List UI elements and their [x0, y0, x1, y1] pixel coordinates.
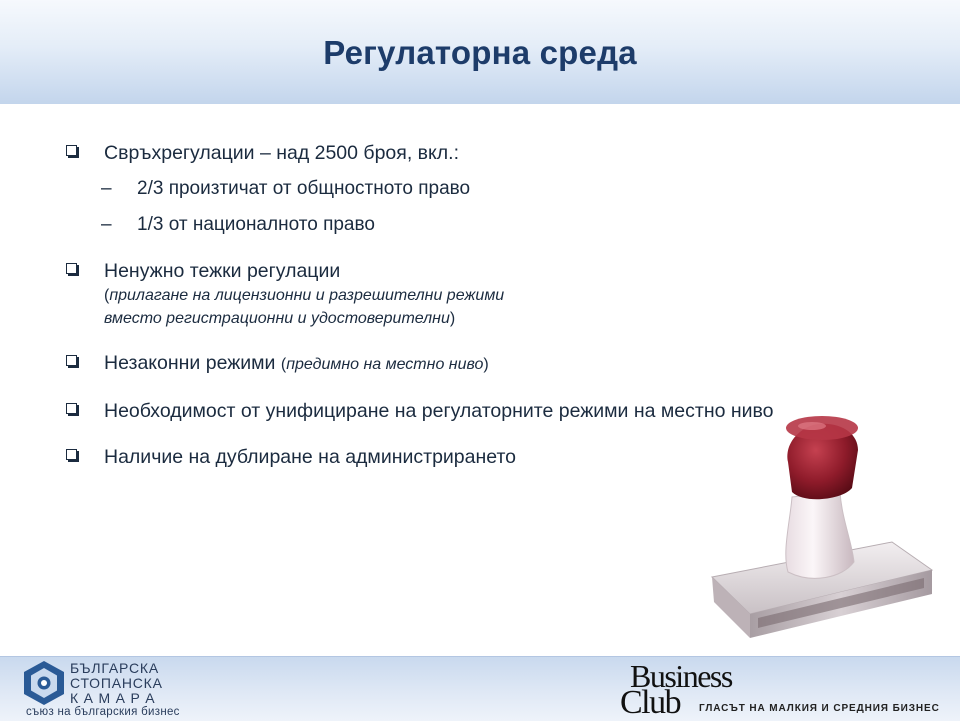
bsk-logo-text: [70, 661, 163, 706]
checkbox-bullet-icon: [66, 145, 77, 156]
item-note: вместо регистрационни и удостоверителни): [104, 310, 456, 327]
business-club-logo-word: Club: [620, 684, 681, 721]
list-item: Незаконни режими (предимно на местно ниво): [66, 350, 826, 378]
note-text: вместо регистрационни и удостоверителни: [104, 310, 450, 327]
bsk-tagline: съюз на българския бизнес: [26, 706, 180, 718]
note-text: предимно на местно ниво: [286, 356, 484, 373]
sub-item-text: 2/3 произтичат от общностното право: [137, 178, 471, 199]
item-text: Свръхрегулации – над 2500 броя, вкл.:: [104, 142, 459, 164]
checkbox-bullet-icon: [66, 449, 77, 460]
checkbox-bullet-icon: [66, 403, 77, 414]
sub-item: [101, 212, 826, 238]
bsk-logo-icon: [22, 660, 66, 706]
item-note: (прилагане на лицензионни и разрешителни режими: [104, 287, 505, 304]
note-text: прилагане на лицензионни и разрешителни режими: [109, 287, 505, 304]
slide-title: Регулаторна среда: [323, 34, 637, 71]
rubber-stamp-image: [692, 402, 944, 656]
list-item: [66, 258, 826, 284]
sub-item-text: 1/3 от националното право: [137, 214, 375, 235]
sub-item: [101, 176, 826, 202]
checkbox-bullet-icon: [66, 355, 77, 366]
dash-bullet-icon: –: [101, 178, 112, 199]
business-club-slogan: ГЛАСЪТ НА МАЛКИЯ И СРЕДНИЯ БИЗНЕС: [699, 703, 940, 714]
dash-bullet-icon: –: [101, 214, 112, 235]
item-text: Необходимост от унифициране на регулаторните режими на местно ниво: [104, 400, 774, 422]
item-text: Ненужно тежки регулации: [104, 260, 341, 282]
business-club-logo-word: Business: [630, 658, 732, 694]
item-text: Наличие на дублиране на администрирането: [104, 446, 517, 468]
item-text: Незаконни режими: [104, 352, 276, 374]
bsk-logo-line: СТОПАНСКА: [70, 675, 163, 691]
bsk-logo-line: БЪЛГАРСКА: [70, 660, 159, 676]
bsk-logo-line: К А М А Р А: [70, 690, 156, 706]
list-item: [66, 140, 826, 166]
checkbox-bullet-icon: [66, 263, 77, 274]
